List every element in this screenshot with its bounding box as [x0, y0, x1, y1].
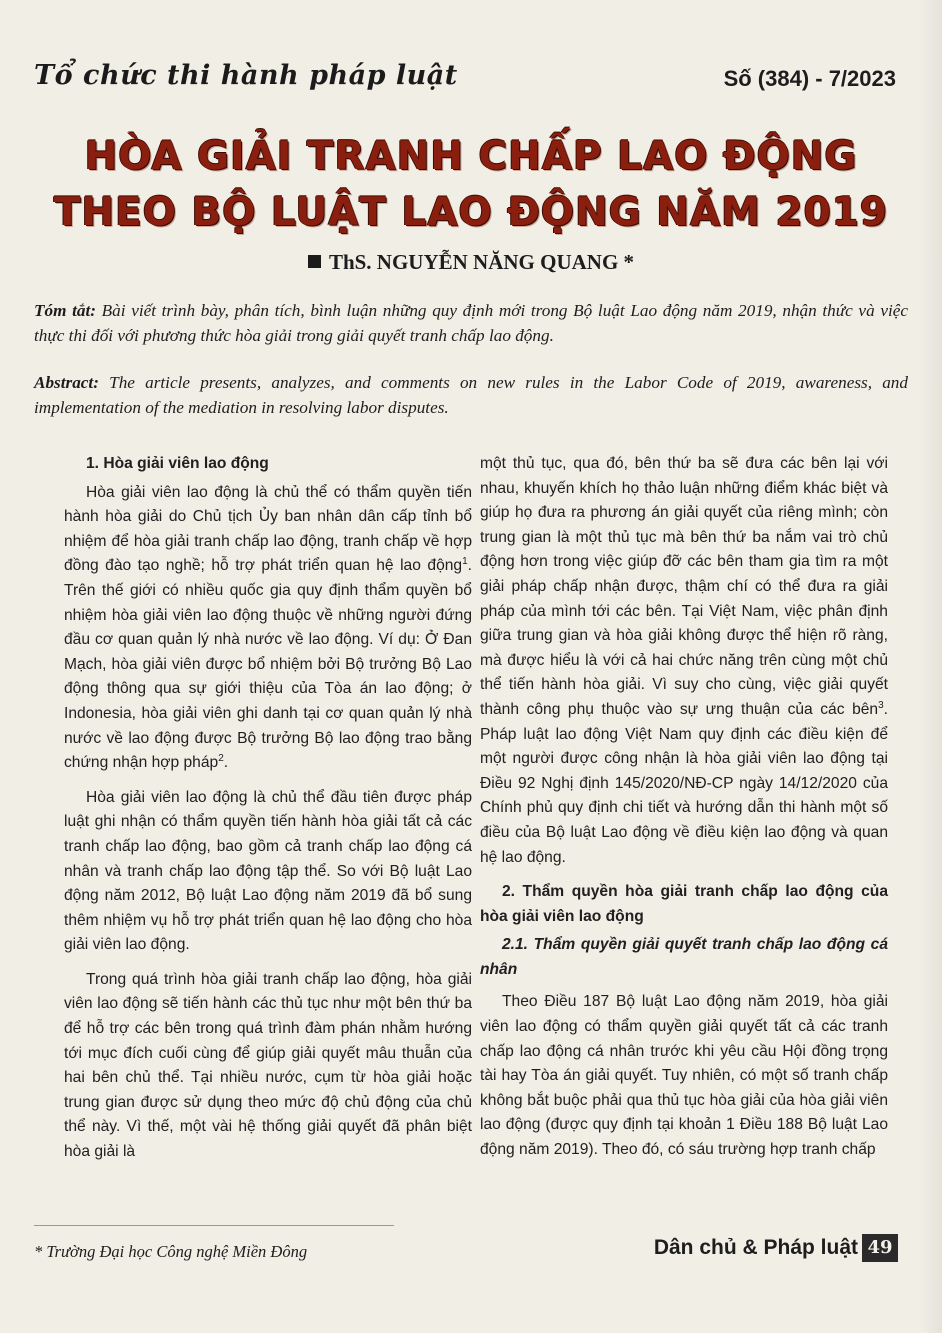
author-name: ThS. NGUYỄN NĂNG QUANG *	[328, 250, 635, 274]
heading-section-2-1: 2.1. Thẩm quyền giải quyết tranh chấp lao động cá nhân	[480, 936, 888, 978]
footnote-ref-3: 3	[878, 699, 884, 711]
abstract-text: The article presents, analyzes, and comments on new rules in the Labor Code of 2019, awareness, and implementation of the mediation in resolving labor disputes.	[34, 373, 908, 417]
footnote-ref-2: 2	[218, 752, 224, 764]
summary-label: Tóm tắt:	[34, 301, 96, 320]
heading-section-1: 1. Hòa giải viên lao động	[86, 455, 269, 472]
heading-section-2: 2. Thẩm quyền hòa giải tranh chấp lao động của hòa giải viên lao động	[480, 883, 888, 925]
running-header	[34, 60, 896, 100]
page-spine-shadow	[920, 0, 942, 1333]
left-column	[64, 452, 472, 1175]
article-title-line-2: THEO BỘ LUẬT LAO ĐỘNG NĂM 2019	[53, 190, 889, 235]
paragraph: Hòa giải viên lao động là chủ thể đầu tiên được pháp luật ghi nhận có thẩm quyền tiến hành hòa giải tất cả các tranh chấp lao động, bao gồm cả tranh chấp lao động cá nhân và tranh chấp lao động tập thể. So với Bộ luật Lao động năm 2012, Bộ luật Lao động năm 2019 đã bổ sung thêm nhiệm vụ hỗ trợ phát triển quan hệ lao động cho hòa giải viên lao động.	[64, 788, 472, 954]
right-column	[480, 452, 888, 1173]
author-affiliation-footnote: * Trường Đại học Công nghệ Miền Đông	[34, 1242, 308, 1261]
abstract-en	[34, 370, 908, 420]
issue-number: Số (384) - 7/2023	[723, 66, 896, 91]
paragraph: Trong quá trình hòa giải tranh chấp lao động, hòa giải viên lao động sẽ tiến hành các thủ tục như một bên thứ ba để hỗ trợ các bên trong quá trình đàm phán nhằm hướng tới mục đích cuối cùng để giúp giải quyết mâu thuẫn của hai bên chủ thể. Tại nhiều nước, cụm từ hòa giải hoặc trung gian được sử dụng theo mức độ chủ động của chủ thể này. Vì thế, một vài hệ thống giải quyết đã phân biệt hòa giải là	[64, 970, 472, 1161]
paragraph-text: Hòa giải viên lao động là chủ thể có thẩm quyền tiến hành hòa giải do Chủ tịch Ủy ban nhân dân cấp tỉnh bổ nhiệm để hòa giải tranh chấp lao động, tranh chấp về hợp đồng đào tạo nghề; hỗ trợ phát triển quan hệ lao động	[64, 483, 472, 575]
summary-vi	[34, 298, 908, 348]
magazine-name: Dân chủ & Pháp luật	[653, 1236, 858, 1259]
square-bullet-icon	[308, 255, 321, 268]
paragraph-text: .	[223, 754, 229, 772]
paragraph-text: một thủ tục, qua đó, bên thứ ba sẽ đưa các bên lại với nhau, khuyến khích họ thảo luận những điểm khác biệt và giúp họ đưa ra phương án giải quyết của riêng mình; còn trung gian là một thủ tục mà bên thứ ba nắm vai trò chủ động hơn trong việc giúp đỡ các bên tham gia tìm ra một giải pháp chấp nhận được, thậm chí có thể đưa ra giải pháp của mình tới các bên. Tại Việt Nam, việc phân định giữa trung gian và hòa giải không được thể hiện rõ ràng, mà được hiểu là với cả hai chức năng trên cùng một chủ thể tiến hành hòa giải. Vì suy cho cùng, việc giải quyết thành công phụ thuộc vào sự ưng thuận của các bên	[480, 455, 888, 718]
abstract-label: Abstract:	[34, 373, 99, 392]
paragraph-text: . Pháp luật lao động Việt Nam quy định các điều kiện để một người được công nhận là hòa giải viên lao động tại Điều 92 Nghị định 145/2020/NĐ-CP ngày 14/12/2020 của Chính phủ quy định chi tiết và hướng dẫn thi hành một số điều của Bộ luật Lao động về điều kiện lao động và quan hệ lao động.	[480, 700, 888, 866]
section-name: Tổ chức thi hành pháp luật	[34, 60, 458, 91]
article-title-line-1: HÒA GIẢI TRANH CHẤP LAO ĐỘNG	[84, 134, 858, 179]
paragraph-text: . Trên thế giới có nhiều quốc gia quy định thẩm quyền bổ nhiệm hòa giải viên lao động thuộc về những người đứng đầu cơ quan quản lý nhà nước về lao động. Ví dụ: Ở Đan Mạch, hòa giải viên được bổ nhiệm bởi Bộ trưởng Bộ Lao động thông qua sự giới thiệu của Tòa án lao động; ở Indonesia, hòa giải viên ghi danh tại cơ quan quản lý nhà nước về lao động được Bộ trưởng Bộ lao động trao bằng chứng nhận hợp pháp	[64, 557, 472, 772]
author-line	[0, 250, 942, 275]
page-number: 49	[862, 1234, 898, 1262]
paragraph: Theo Điều 187 Bộ luật Lao động năm 2019, hòa giải viên lao động có thẩm quyền giải quyết tất cả các tranh chấp lao động cá nhân trước khi yêu cầu Hội đồng trọng tài hay Tòa án giải quyết. Tuy nhiên, có một số tranh chấp không bắt buộc phải qua thủ tục hòa giải của hòa giải viên lao động (được quy định tại khoản 1 Điều 188 Bộ luật Lao động năm 2019). Theo đó, có sáu trường hợp tranh chấp	[480, 993, 888, 1159]
paragraph	[480, 452, 888, 870]
footnote-divider	[34, 1225, 394, 1226]
summary-text: Bài viết trình bày, phân tích, bình luận những quy định mới trong Bộ luật Lao động năm 2019, nhận thức và việc thực thi đối với phương thức hòa giải trong giải quyết tranh chấp lao động.	[34, 301, 908, 345]
paragraph	[64, 481, 472, 776]
footnote-ref-1: 1	[462, 556, 468, 568]
